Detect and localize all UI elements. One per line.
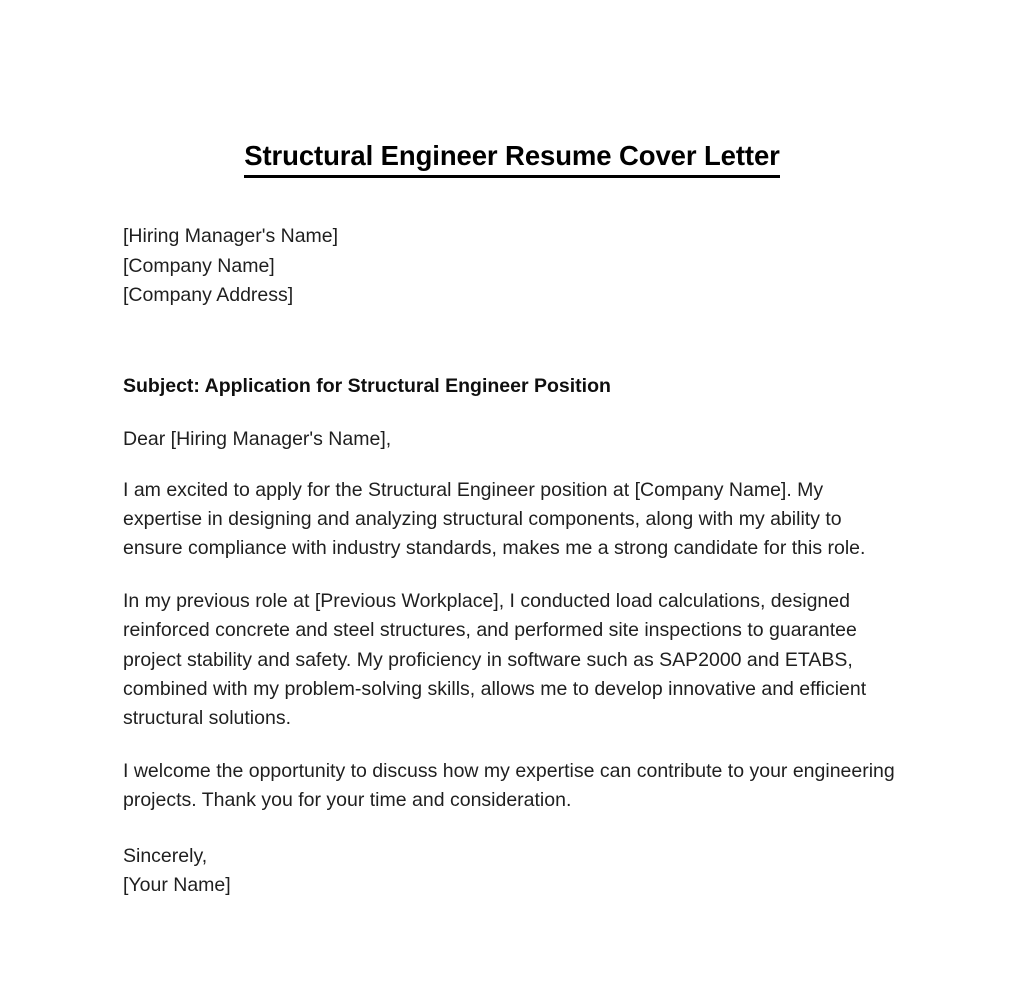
body-paragraph-2: In my previous role at [Previous Workplace], I conducted load calculations, designed reinforced concrete and steel structures, and performed site inspections to guarantee project stability and safety. My proficiency in software such as SAP2000 and ETABS, combined with my problem-solving skills, allows me to develop innovative and efficient structural solutions. bbox=[123, 590, 867, 729]
recipient-line-company-name: [Company Name] bbox=[123, 254, 275, 277]
recipient-line-hiring-manager: [Hiring Manager's Name] bbox=[123, 225, 339, 247]
closing-block bbox=[123, 842, 901, 901]
body-paragraph-3: I welcome the opportunity to discuss how my expertise can contribute to your engineering projects. Thank you for your time and consideration. bbox=[123, 760, 895, 812]
recipient-line-company-address: [Company Address] bbox=[123, 284, 294, 306]
recipient-address-block bbox=[123, 222, 901, 311]
subject-line: Subject: Application for Structural Engineer Position bbox=[123, 374, 611, 397]
salutation: Dear [Hiring Manager's Name], bbox=[123, 427, 392, 450]
body-paragraph-1: I am excited to apply for the Structural Engineer position at [Company Name]. My expertise in designing and analyzing structural components, along with my ability to ensure compliance with industry standards, makes me a strong candidate for this role. bbox=[123, 478, 866, 559]
page-title bbox=[0, 140, 1024, 178]
letter-body bbox=[123, 222, 901, 901]
page-title-text: Structural Engineer Resume Cover Letter bbox=[244, 140, 780, 178]
signature-name: [Your Name] bbox=[123, 874, 231, 897]
valediction: Sincerely, bbox=[123, 844, 208, 867]
